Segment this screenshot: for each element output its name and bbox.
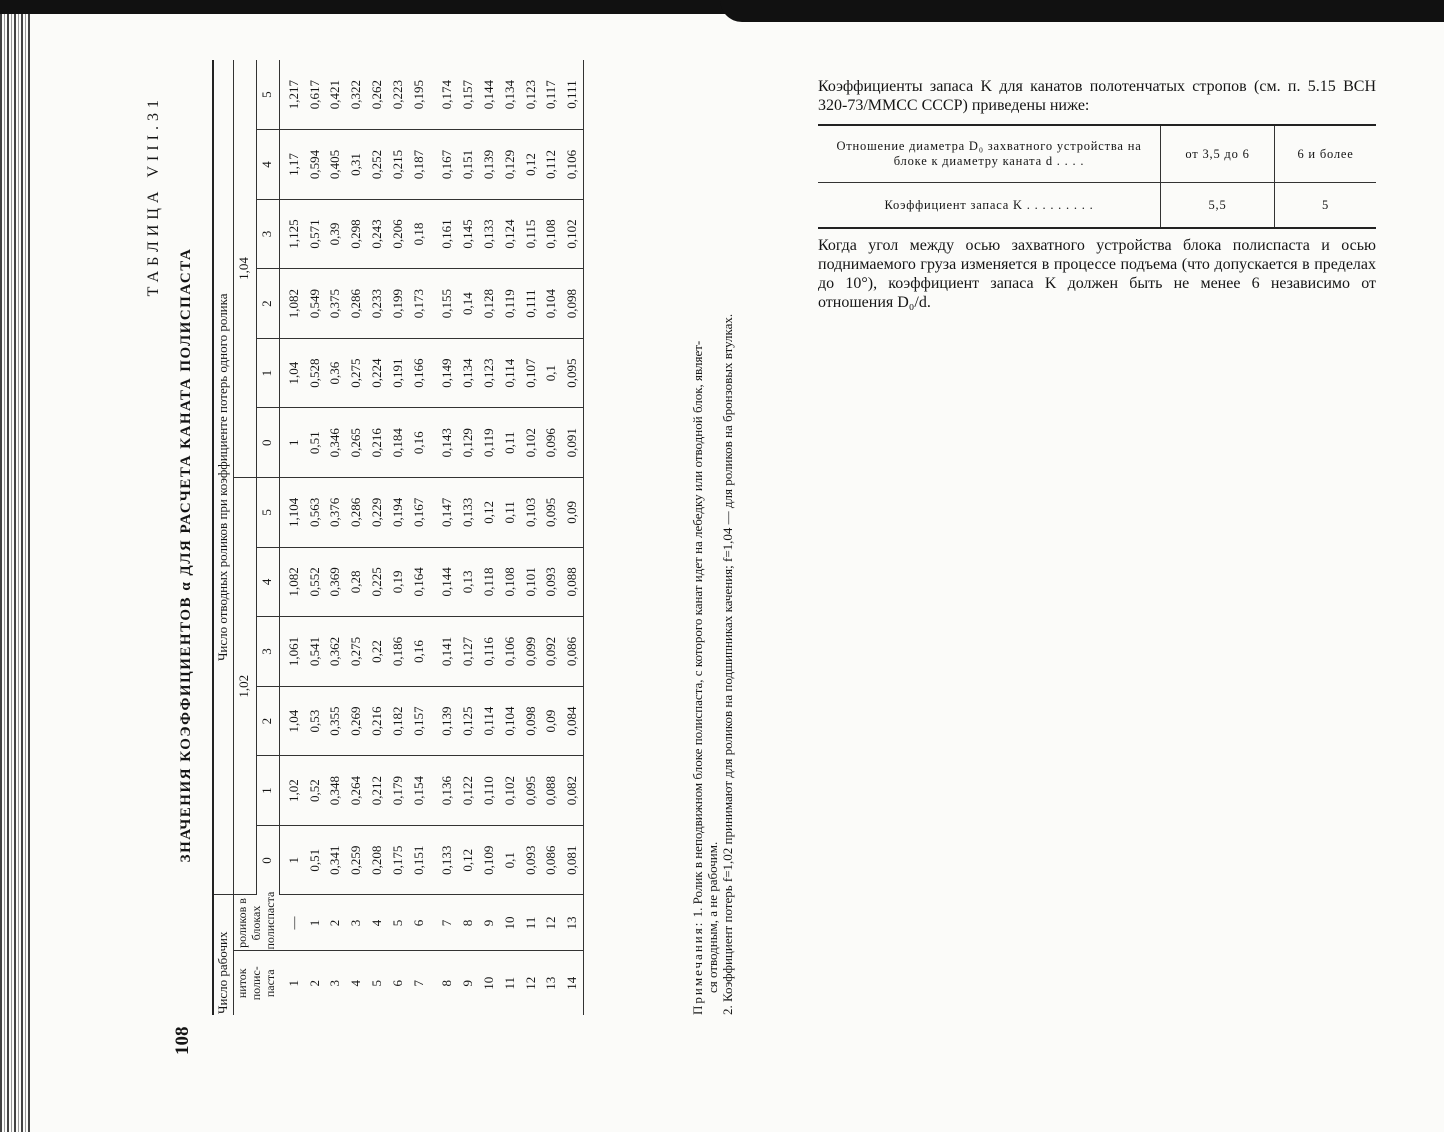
- cell-value: 0,125: [458, 686, 479, 756]
- cell-value: 0,157: [409, 686, 430, 756]
- cell-value: 0,157: [458, 60, 479, 130]
- table-label: ТАБЛИЦА VIII.31: [145, 95, 162, 297]
- cell-value: 0,093: [541, 547, 562, 617]
- cell-threads: 4: [348, 980, 364, 987]
- cell-value: 0,099: [521, 617, 542, 687]
- cell-value: 0,09: [541, 686, 562, 756]
- cell-value: 0,107: [521, 338, 542, 408]
- cell-value: 0,133: [458, 478, 479, 548]
- cell-threads: 7: [410, 980, 426, 987]
- cell-rollers: 13: [562, 895, 583, 951]
- cell-value: 0,16: [409, 408, 430, 478]
- cell-value: 0,215: [388, 130, 409, 200]
- cell-value: 1,082: [279, 269, 304, 339]
- header-sub-4: 4: [256, 547, 279, 617]
- cell-value: 0,111: [521, 269, 542, 339]
- cell-value: 0,101: [521, 547, 542, 617]
- safety-factor-table: [818, 124, 1376, 229]
- cell-value: 0,224: [367, 338, 388, 408]
- cell-value: 0,212: [367, 756, 388, 826]
- cell-value: 0,086: [541, 825, 562, 895]
- cell-value: 0,362: [325, 617, 346, 687]
- header-working-count: Число рабочих: [213, 895, 233, 1015]
- cell-value: 0,286: [346, 269, 367, 339]
- page-number: 108: [172, 1026, 193, 1055]
- cell-value: 0,151: [409, 825, 430, 895]
- cell-value: 0,106: [562, 130, 583, 200]
- cell-value: 0,262: [367, 60, 388, 130]
- cell-value: 0,143: [429, 408, 458, 478]
- cell-value: 0,117: [541, 60, 562, 130]
- cell-value: 0,082: [562, 756, 583, 826]
- cell-value: 0,154: [409, 756, 430, 826]
- cell-value: 0,275: [346, 338, 367, 408]
- cell-value: 0,369: [325, 547, 346, 617]
- cell-rollers: 11: [521, 895, 542, 951]
- cell-value: 0,134: [500, 60, 521, 130]
- cell-value: 0,119: [479, 408, 500, 478]
- cell-value: 0,161: [429, 199, 458, 269]
- cell-value: 0,617: [305, 60, 326, 130]
- cell-value: 0,275: [346, 617, 367, 687]
- cell-value: 0,184: [388, 408, 409, 478]
- table-row: [305, 60, 326, 1015]
- cell-value: 0,552: [305, 547, 326, 617]
- ratio-range-2: 6 и более: [1275, 125, 1376, 183]
- cell-value: 0,11: [500, 478, 521, 548]
- cell-threads: 3: [327, 980, 343, 987]
- cell-value: 1,17: [279, 130, 304, 200]
- cell-value: 0,173: [409, 269, 430, 339]
- cell-value: 0,095: [541, 478, 562, 548]
- cell-value: 0,110: [479, 756, 500, 826]
- cell-value: 0,265: [346, 408, 367, 478]
- table-row: [346, 60, 367, 1015]
- ratio-label: Отношение диаметра D₀ захватного устройства на блоке к диаметру каната d . . . .: [818, 125, 1161, 183]
- cell-threads: 11: [501, 976, 517, 990]
- cell-value: 0,31: [346, 130, 367, 200]
- table-row: [521, 60, 542, 1015]
- cell-value: 0,563: [305, 478, 326, 548]
- cell-value: 0,114: [500, 338, 521, 408]
- cell-value: 0,19: [388, 547, 409, 617]
- cell-value: 0,199: [388, 269, 409, 339]
- note-1-cont: ся отводным, а не рабочим.: [705, 841, 720, 993]
- cell-value: 0,167: [429, 130, 458, 200]
- cell-value: 0,084: [562, 686, 583, 756]
- cell-value: 1: [279, 825, 304, 895]
- cell-value: 0,11: [500, 408, 521, 478]
- cell-value: 0,133: [479, 199, 500, 269]
- cell-value: 0,22: [367, 617, 388, 687]
- cell-value: 0,28: [346, 547, 367, 617]
- scan-edge: [720, 0, 1444, 22]
- table-row: [541, 60, 562, 1015]
- cell-value: 0,182: [388, 686, 409, 756]
- cell-value: 0,51: [305, 825, 326, 895]
- cell-threads: 1: [285, 980, 301, 987]
- cell-value: 0,139: [429, 686, 458, 756]
- cell-value: 0,298: [346, 199, 367, 269]
- cell-value: 0,216: [367, 686, 388, 756]
- cell-value: 0,53: [305, 686, 326, 756]
- table-row: [388, 60, 409, 1015]
- cell-rollers: 5: [388, 895, 409, 951]
- cell-value: 0,36: [325, 338, 346, 408]
- cell-value: 0,092: [541, 617, 562, 687]
- cell-value: 0,355: [325, 686, 346, 756]
- cell-threads: 9: [460, 980, 476, 987]
- cell-rollers: 7: [429, 895, 458, 951]
- cell-threads: 10: [480, 976, 496, 990]
- cell-rollers: 8: [458, 895, 479, 951]
- cell-value: 0,155: [429, 269, 458, 339]
- cell-value: 0,167: [409, 478, 430, 548]
- note-2: 2. Коэффициент потерь f=1,02 принимают для роликов на подшипниках качения; f=1,04 — для роликов на бронзовых втулках.: [720, 313, 735, 1015]
- header-threads: ниток полис-паста: [234, 966, 277, 1001]
- cell-value: 0,216: [367, 408, 388, 478]
- cell-value: 0,376: [325, 478, 346, 548]
- cell-value: 0,104: [541, 269, 562, 339]
- header-sub-7: 1: [256, 338, 279, 408]
- header-sub-10: 4: [256, 130, 279, 200]
- cell-value: 0,186: [388, 617, 409, 687]
- cell-value: 0,18: [409, 199, 430, 269]
- header-sub-11: 5: [256, 60, 279, 130]
- cell-value: 0,12: [458, 825, 479, 895]
- cell-value: 0,243: [367, 199, 388, 269]
- cell-rollers: 10: [500, 895, 521, 951]
- cell-value: 0,52: [305, 756, 326, 826]
- cell-value: 1: [279, 408, 304, 478]
- ratio-range-1: от 3,5 до 6: [1161, 125, 1275, 183]
- cell-value: 0,088: [562, 547, 583, 617]
- cell-value: 0,088: [541, 756, 562, 826]
- cell-value: 0,164: [409, 547, 430, 617]
- cell-value: 0,123: [479, 338, 500, 408]
- cell-value: 0,206: [388, 199, 409, 269]
- cell-value: 0,229: [367, 478, 388, 548]
- cell-value: 0,09: [562, 478, 583, 548]
- right-intro: Коэффициенты запаса K для канатов полотенчатых стропов (см. п. 5.15 ВСН 320-73/ММСС СССР) приведены ниже:: [818, 78, 1376, 114]
- cell-value: 0,341: [325, 825, 346, 895]
- factor-value-2: 5: [1275, 183, 1376, 229]
- header-sub-0: 0: [256, 825, 279, 895]
- cell-value: 1,04: [279, 686, 304, 756]
- cell-value: 0,571: [305, 199, 326, 269]
- cell-value: 0,195: [409, 60, 430, 130]
- cell-value: 0,129: [458, 408, 479, 478]
- cell-value: 0,106: [500, 617, 521, 687]
- table-row: [367, 60, 388, 1015]
- cell-value: 0,095: [521, 756, 542, 826]
- cell-value: 0,348: [325, 756, 346, 826]
- header-rollers: роликов в блоках полиспаста: [233, 895, 279, 951]
- cell-value: 0,1: [541, 338, 562, 408]
- cell-value: 0,104: [500, 686, 521, 756]
- cell-value: 0,286: [346, 478, 367, 548]
- cell-value: 0,594: [305, 130, 326, 200]
- cell-value: 0,109: [479, 825, 500, 895]
- cell-value: 0,091: [562, 408, 583, 478]
- cell-value: 0,346: [325, 408, 346, 478]
- header-sub-9: 3: [256, 199, 279, 269]
- cell-rollers: 12: [541, 895, 562, 951]
- note-1: 1. Ролик в неподвижном блоке полиспаста, с которого канат идет на лебедку или отводной блок, являет-: [690, 340, 705, 918]
- table-row: [562, 60, 583, 1015]
- cell-value: 1,061: [279, 617, 304, 687]
- cell-value: 0,098: [521, 686, 542, 756]
- cell-value: 0,322: [346, 60, 367, 130]
- cell-value: 0,405: [325, 130, 346, 200]
- cell-rollers: 3: [346, 895, 367, 951]
- cell-value: 0,194: [388, 478, 409, 548]
- cell-value: 1,04: [279, 338, 304, 408]
- cell-value: 0,093: [521, 825, 542, 895]
- cell-value: 0,102: [521, 408, 542, 478]
- table-row: [279, 60, 304, 1015]
- cell-value: 0,375: [325, 269, 346, 339]
- cell-value: 0,225: [367, 547, 388, 617]
- cell-value: 0,208: [367, 825, 388, 895]
- cell-value: 0,174: [429, 60, 458, 130]
- cell-value: 0,103: [521, 478, 542, 548]
- header-f-102: 1,02: [233, 478, 256, 895]
- cell-rollers: 2: [325, 895, 346, 951]
- cell-value: 0,13: [458, 547, 479, 617]
- header-sub-5: 5: [256, 478, 279, 548]
- cell-value: 0,269: [346, 686, 367, 756]
- cell-threads: 12: [522, 976, 538, 990]
- cell-value: 0,095: [562, 338, 583, 408]
- cell-rollers: —: [279, 895, 304, 951]
- cell-value: 0,1: [500, 825, 521, 895]
- cell-value: 0,144: [429, 547, 458, 617]
- cell-threads: 6: [389, 980, 405, 987]
- cell-value: 0,129: [500, 130, 521, 200]
- cell-value: 0,16: [409, 617, 430, 687]
- cell-rollers: 9: [479, 895, 500, 951]
- left-page: [115, 55, 735, 1055]
- cell-value: 0,145: [458, 199, 479, 269]
- cell-value: 0,111: [562, 60, 583, 130]
- cell-value: 1,02: [279, 756, 304, 826]
- cell-value: 0,549: [305, 269, 326, 339]
- cell-value: 0,127: [458, 617, 479, 687]
- cell-threads: 8: [439, 980, 455, 987]
- factor-value-1: 5,5: [1161, 183, 1275, 229]
- cell-value: 0,134: [458, 338, 479, 408]
- cell-value: 0,149: [429, 338, 458, 408]
- coefficient-table: [212, 60, 584, 1015]
- header-sub-6: 0: [256, 408, 279, 478]
- cell-threads: 14: [562, 951, 583, 1015]
- cell-value: 0,12: [479, 478, 500, 548]
- cell-value: 0,116: [479, 617, 500, 687]
- table-row: [479, 60, 500, 1015]
- cell-value: 1,104: [279, 478, 304, 548]
- notes-label: Примечания:: [690, 920, 705, 1015]
- table-row: [409, 60, 430, 1015]
- table-row: [325, 60, 346, 1015]
- cell-value: 0,151: [458, 130, 479, 200]
- cell-value: 0,112: [541, 130, 562, 200]
- notes: [690, 60, 735, 1015]
- cell-rollers: 4: [367, 895, 388, 951]
- header-sub-1: 1: [256, 756, 279, 826]
- cell-value: 0,108: [500, 547, 521, 617]
- cell-value: 0,122: [458, 756, 479, 826]
- cell-value: 0,102: [500, 756, 521, 826]
- cell-value: 0,133: [429, 825, 458, 895]
- cell-value: 0,51: [305, 408, 326, 478]
- book-spine: [0, 0, 30, 1132]
- cell-value: 0,139: [479, 130, 500, 200]
- right-paragraph: Когда угол между осью захватного устройства блока полиспаста и осью поднимаемого груза изменяется в процессе подъема (что допускается в пределах до 10°), коэффициент запаса K должен быть не менее 6 независимо от отношения D₀/d.: [818, 237, 1376, 311]
- cell-value: 0,541: [305, 617, 326, 687]
- cell-value: 0,187: [409, 130, 430, 200]
- table-row: [458, 60, 479, 1015]
- cell-value: 0,144: [479, 60, 500, 130]
- cell-value: 0,166: [409, 338, 430, 408]
- cell-value: 0,141: [429, 617, 458, 687]
- cell-rollers: 6: [409, 895, 430, 951]
- cell-value: 0,259: [346, 825, 367, 895]
- cell-value: 0,39: [325, 199, 346, 269]
- cell-value: 0,119: [500, 269, 521, 339]
- cell-value: 0,114: [479, 686, 500, 756]
- cell-value: 1,082: [279, 547, 304, 617]
- factor-label: Коэффициент запаса K . . . . . . . . .: [884, 197, 1094, 212]
- cell-value: 0,223: [388, 60, 409, 130]
- cell-value: 0,191: [388, 338, 409, 408]
- cell-value: 1,125: [279, 199, 304, 269]
- cell-threads: 5: [368, 980, 384, 987]
- cell-value: 0,233: [367, 269, 388, 339]
- cell-value: 0,124: [500, 199, 521, 269]
- cell-threads: 2: [306, 980, 322, 987]
- cell-value: 0,086: [562, 617, 583, 687]
- cell-value: 0,179: [388, 756, 409, 826]
- cell-value: 0,118: [479, 547, 500, 617]
- cell-value: 0,096: [541, 408, 562, 478]
- header-sub-8: 2: [256, 269, 279, 339]
- cell-value: 0,147: [429, 478, 458, 548]
- header-sub-3: 3: [256, 617, 279, 687]
- header-f-104: 1,04: [233, 60, 256, 478]
- cell-value: 0,115: [521, 199, 542, 269]
- cell-value: 0,136: [429, 756, 458, 826]
- table-row: [500, 60, 521, 1015]
- cell-value: 1,217: [279, 60, 304, 130]
- cell-value: 0,12: [521, 130, 542, 200]
- cell-value: 0,175: [388, 825, 409, 895]
- table-row: [429, 60, 458, 1015]
- cell-value: 0,14: [458, 269, 479, 339]
- cell-threads: 13: [543, 976, 559, 990]
- cell-value: 0,098: [562, 269, 583, 339]
- cell-rollers: 1: [305, 895, 326, 951]
- cell-value: 0,108: [541, 199, 562, 269]
- table-title: ЗНАЧЕНИЯ КОЭФФИЦИЕНТОВ α ДЛЯ РАСЧЕТА КАНАТА ПОЛИСПАСТА: [178, 247, 194, 863]
- cell-value: 0,123: [521, 60, 542, 130]
- cell-value: 0,264: [346, 756, 367, 826]
- header-diverting-rollers: Число отводных роликов при коэффициенте потерь одного ролика: [213, 60, 233, 895]
- cell-value: 0,421: [325, 60, 346, 130]
- cell-value: 0,081: [562, 825, 583, 895]
- header-sub-2: 2: [256, 686, 279, 756]
- cell-value: 0,128: [479, 269, 500, 339]
- cell-value: 0,102: [562, 199, 583, 269]
- cell-value: 0,252: [367, 130, 388, 200]
- cell-value: 0,528: [305, 338, 326, 408]
